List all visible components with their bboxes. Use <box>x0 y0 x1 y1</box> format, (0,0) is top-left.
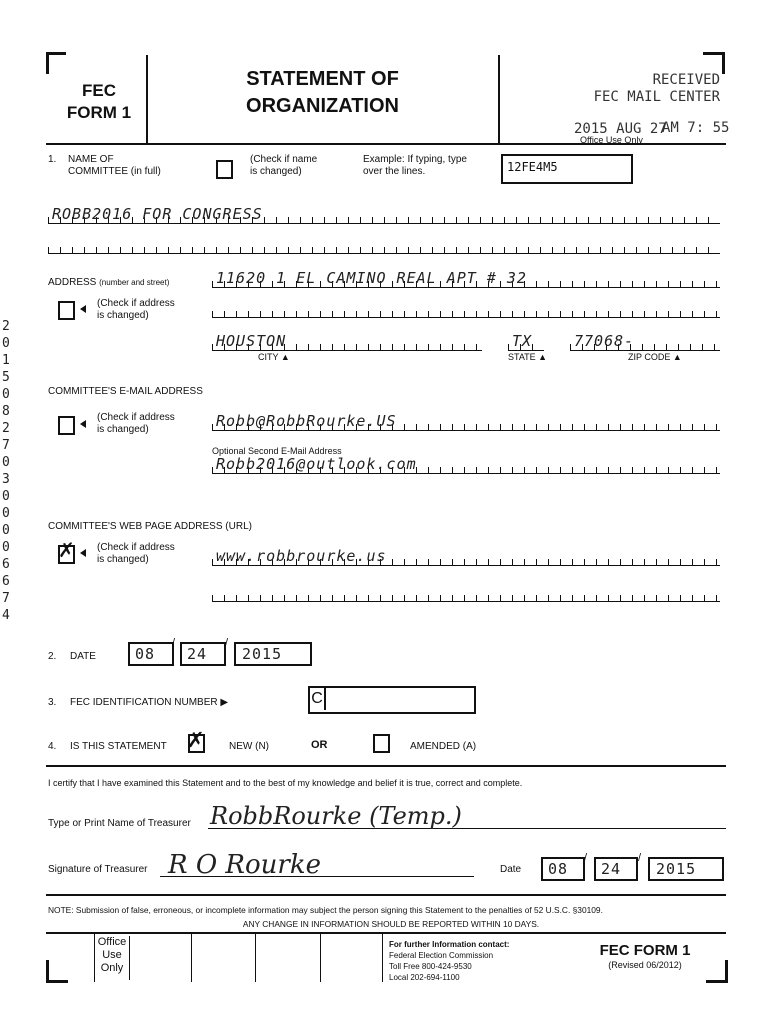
stamp-received: RECEIVED <box>652 72 720 88</box>
received-stamp <box>560 72 720 106</box>
date-year-box[interactable] <box>234 642 312 666</box>
typing-example-line-2: over the lines. <box>363 166 426 177</box>
city-caption: CITY ▲ <box>258 352 290 362</box>
new-statement-checkbox[interactable] <box>187 729 205 753</box>
sig-date-year-value: 2015 <box>656 860 697 878</box>
corner-mark-bottom-right-v <box>725 960 728 983</box>
corner-mark-top-left-h <box>46 52 66 55</box>
typing-example-code: 12FE4M5 <box>507 160 558 174</box>
sig-date-day-box[interactable] <box>594 857 638 881</box>
web-checked-mark-icon: ✗ <box>58 540 75 562</box>
address-label-main: ADDRESS <box>48 277 97 288</box>
typing-example-box <box>501 154 633 184</box>
state-caption: STATE ▲ <box>508 352 548 362</box>
stamp-mail-center: FEC MAIL CENTER <box>593 89 720 105</box>
sig-date-slash-1: / <box>584 852 588 864</box>
address-changed-label-1: (Check if address <box>97 298 175 309</box>
street-field[interactable] <box>212 269 720 288</box>
email-primary-value: Robb@RobbRourke.US <box>216 412 397 430</box>
email-label: COMMITTEE'S E-MAIL ADDRESS <box>48 386 203 397</box>
second-email-label: Optional Second E-Mail Address <box>212 446 342 456</box>
office-use-label-3: Only <box>100 962 124 974</box>
note-line-1: NOTE: Submission of false, erroneous, or incomplete information may subject the person signing this Statement to the penalties of 52 U.S.C. §30109. <box>48 905 603 915</box>
committee-name-label <box>68 154 161 178</box>
contact-info <box>389 939 509 983</box>
footer-revised: (Revised 06/2012) <box>608 960 682 970</box>
web-changed-label-2: is changed) <box>97 554 149 565</box>
email-secondary-value: Robb2016@outlook.com <box>216 455 417 473</box>
name-changed-label-1: (Check if name <box>250 154 318 165</box>
city-field[interactable] <box>212 332 482 351</box>
address-arrow-icon <box>80 305 86 313</box>
date-day-value: 24 <box>187 645 208 663</box>
note-rule <box>46 894 726 896</box>
email-changed-label-2: is changed) <box>97 424 149 435</box>
address-changed-checkbox[interactable] <box>58 301 75 320</box>
date-day-box[interactable] <box>180 642 226 666</box>
date-year-value: 2015 <box>242 645 283 663</box>
signature-line[interactable] <box>160 850 474 880</box>
office-use-label-1: Office <box>97 936 127 948</box>
amended-label: AMENDED (A) <box>410 741 477 752</box>
fec-id-field[interactable] <box>308 686 476 714</box>
sig-date-slash-2: / <box>638 852 642 864</box>
email-primary-field[interactable] <box>212 412 720 431</box>
date-section-number: 2. <box>48 651 57 662</box>
section1-number: 1. <box>48 154 57 165</box>
web-changed-label <box>97 542 175 566</box>
header-divider-1 <box>146 55 148 145</box>
typing-example-line-1: Example: If typing, type <box>363 154 467 165</box>
date-month-value: 08 <box>135 645 156 663</box>
statement-label: IS THIS STATEMENT <box>70 741 167 752</box>
address-changed-label <box>97 298 175 322</box>
date-slash-1: / <box>172 637 176 649</box>
email-changed-checkbox[interactable] <box>58 416 75 435</box>
sig-date-month-value: 08 <box>548 860 569 878</box>
email-changed-label <box>97 412 175 436</box>
form-number-line2: FORM 1 <box>66 103 132 122</box>
page-title-line2: ORGANIZATION <box>246 95 399 117</box>
corner-mark-top-left-v <box>46 52 49 74</box>
web-label: COMMITTEE'S WEB PAGE ADDRESS (URL) <box>48 521 252 532</box>
office-use-cell-1 <box>191 934 192 982</box>
contact-fec: Federal Election Commission <box>389 951 494 960</box>
sig-date-month-box[interactable] <box>541 857 585 881</box>
corner-mark-bottom-left-v <box>46 960 49 983</box>
page-title <box>150 66 495 120</box>
web-url-value: www.robbrourke.us <box>216 547 387 565</box>
corner-mark-top-right-v <box>722 52 725 74</box>
zip-field[interactable] <box>570 332 720 351</box>
form-number-line1: FEC <box>82 81 116 100</box>
date-month-box[interactable] <box>128 642 174 666</box>
web-changed-checkbox[interactable] <box>58 540 75 564</box>
state-value: TX <box>512 332 533 350</box>
page-title-line1: STATEMENT OF <box>246 68 399 90</box>
office-use-only-label: Office Use Only <box>580 135 643 145</box>
address-label <box>48 277 169 289</box>
name-changed-checkbox[interactable] <box>216 160 233 179</box>
sig-date-year-box[interactable] <box>648 857 724 881</box>
office-use-cell-2 <box>255 934 256 982</box>
signature-label: Signature of Treasurer <box>48 864 148 875</box>
signature-value: R O Rourke <box>168 850 321 880</box>
stamp-time: AM 7: 55 <box>662 120 730 136</box>
form-number <box>54 80 144 124</box>
footer-form-name: FEC FORM 1 <box>599 942 691 959</box>
statement-section-number: 4. <box>48 741 57 752</box>
fec-id-prefix: C <box>310 688 326 710</box>
committee-name-label-1: NAME OF <box>68 154 114 165</box>
city-value: HOUSTON <box>216 332 287 350</box>
name-changed-label-2: is changed) <box>250 166 302 177</box>
certify-rule <box>46 765 726 767</box>
name-changed-label <box>250 154 317 178</box>
web-url-field[interactable] <box>212 547 720 566</box>
header-divider-2 <box>498 55 500 145</box>
web-changed-label-1: (Check if address <box>97 542 175 553</box>
signature-date-label: Date <box>500 864 522 875</box>
office-use-label <box>95 936 130 980</box>
new-label: NEW (N) <box>229 741 269 752</box>
web-arrow-icon <box>80 549 86 557</box>
committee-name-value: ROBB2016 FOR CONGRESS <box>52 205 263 223</box>
date-slash-2: / <box>225 637 229 649</box>
zip-value: 77068- <box>574 332 635 350</box>
treasurer-name-label: Type or Print Name of Treasurer <box>48 818 191 829</box>
street-field-2[interactable] <box>212 305 720 318</box>
fec-id-label: FEC IDENTIFICATION NUMBER ▶ <box>70 697 229 708</box>
sig-date-day-value: 24 <box>601 860 622 878</box>
web-url-field-2[interactable] <box>212 589 720 602</box>
note-line-2: ANY CHANGE IN INFORMATION SHOULD BE REPORTED WITHIN 10 DAYS. <box>242 919 540 929</box>
treasurer-name-line[interactable] <box>208 804 726 829</box>
address-label-small: (number and street) <box>99 278 170 287</box>
contact-title: For further Information contact: <box>389 940 510 949</box>
office-use-cell-3 <box>320 934 321 982</box>
note-text <box>48 903 734 931</box>
amended-statement-checkbox[interactable] <box>373 734 390 753</box>
corner-mark-bottom-left-h <box>46 980 68 983</box>
state-field[interactable] <box>508 332 544 351</box>
email-secondary-field[interactable] <box>212 455 720 474</box>
date-label: DATE <box>70 651 96 662</box>
or-label: OR <box>311 739 328 751</box>
margin-document-id: 2 0 1 5 0 8 2 7 0 3 0 0 0 0 6 6 7 4 <box>2 319 10 623</box>
contact-local: Local 202-694-1100 <box>389 973 460 982</box>
address-changed-label-2: is changed) <box>97 310 149 321</box>
zip-caption: ZIP CODE ▲ <box>628 352 682 362</box>
committee-name-field-2[interactable] <box>48 241 720 254</box>
new-checked-mark-icon: ✗ <box>187 729 205 752</box>
office-use-label-2: Use <box>102 949 122 961</box>
committee-name-label-2: COMMITTEE (in full) <box>68 166 161 177</box>
fec-id-section-number: 3. <box>48 697 57 708</box>
stamp-date: 2015 AUG 27 <box>574 121 667 137</box>
committee-name-field[interactable] <box>48 205 720 224</box>
email-arrow-icon <box>80 420 86 428</box>
certify-text: I certify that I have examined this Statement and to the best of my knowledge and belief it is true, correct and complete. <box>48 778 523 788</box>
treasurer-name-value: RobbRourke (Temp.) <box>210 802 462 830</box>
office-use-box <box>94 934 383 982</box>
typing-example-label <box>363 154 467 178</box>
email-changed-label-1: (Check if address <box>97 412 175 423</box>
street-value: 11620 1 EL CAMINO REAL APT # 32 <box>216 269 527 287</box>
contact-toll-free: Toll Free 800-424-9530 <box>389 962 472 971</box>
